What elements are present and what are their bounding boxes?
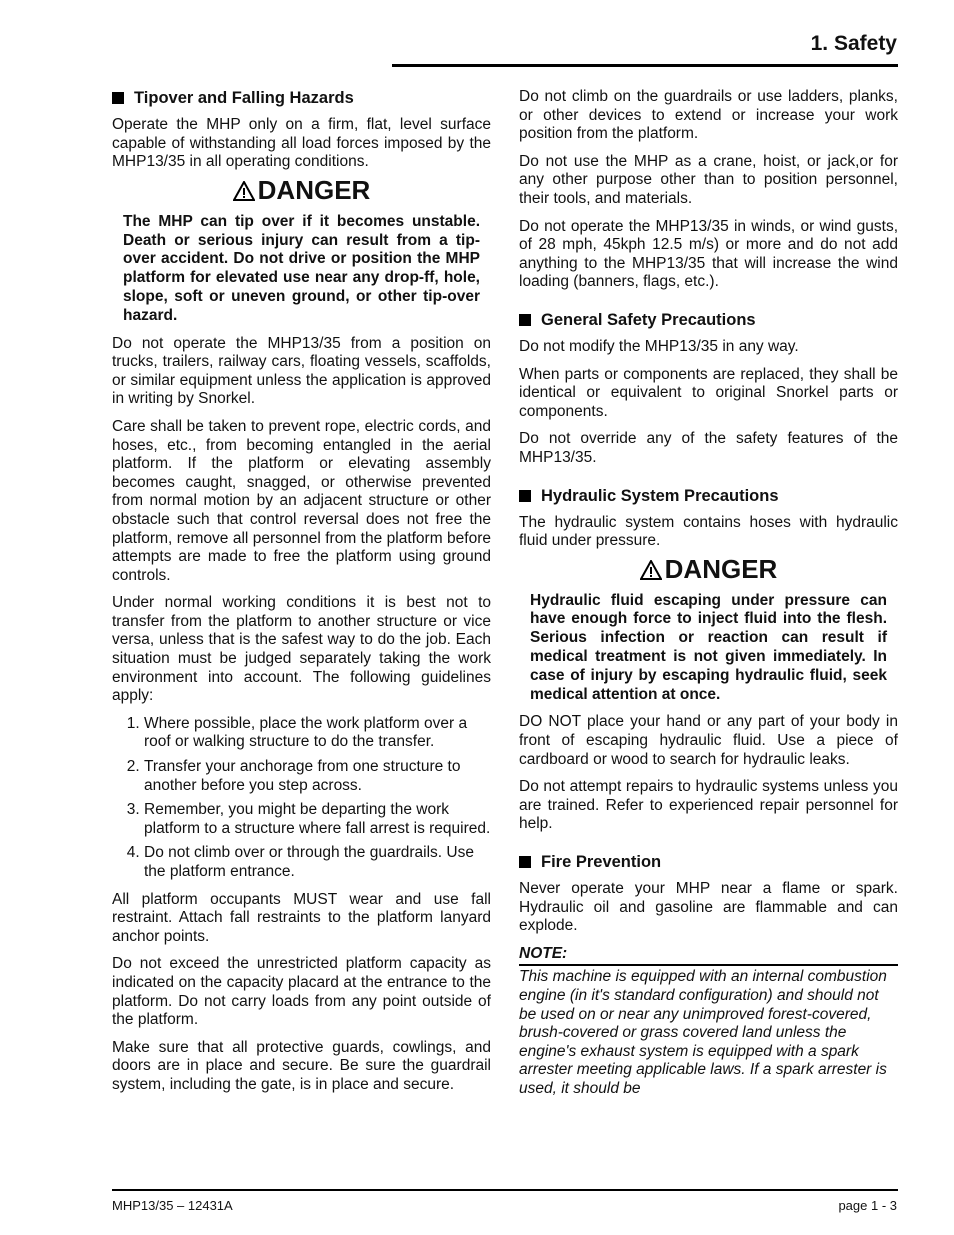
paragraph: Never operate your MHP near a flame or spark. Hydraulic oil and gasoline are flammable and can explode. [519,880,898,935]
list-item: 2. Transfer your anchorage from one structure to another before you step across. [144,758,491,795]
warning-triangle-icon [233,181,255,201]
paragraph: Do not operate the MHP13/35 from a position on trucks, trailers, railway cars, floating vessels, scaffolds, or similar equipment unless the application is approved in writing by Snorkel. [112,334,491,408]
paragraph: Do not attempt repairs to hydraulic systems unless you are trained. Refer to experienced repair personnel for help. [519,778,898,833]
right-column [519,88,898,1099]
transfer-guidelines-list [112,715,491,882]
paragraph: The hydraulic system contains hoses with hydraulic fluid under pressure. [519,513,898,550]
section-heading-fire: Fire Prevention [519,852,898,872]
paragraph: Make sure that all protective guards, cowlings, and doors are in place and secure. Be sure the guardrail system, including the gate, is in place and secure. [112,1038,491,1093]
square-bullet-icon [519,856,531,868]
paragraph: Do not modify the MHP13/35 in any way. [519,337,799,355]
danger-banner: DANGER [519,560,898,580]
paragraph: Do not exceed the unrestricted platform capacity as indicated on the capacity placard at the entrance to the platform. Do not carry loads from any point outside of the platform. [112,955,491,1029]
paragraph: All platform occupants MUST wear and use fall restraint. Attach fall restraints to the platform lanyard anchor points. [112,890,491,945]
left-column [112,88,491,1104]
section-heading-hydraulic: Hydraulic System Precautions [519,486,898,506]
danger-text: The MHP can tip over if it becomes unstable. Death or serious injury can result from a tip-over accident. Do not drive or position the MHP platform for elevated use near any drop-ff, hole, slope, soft or uneven ground, or other tip-over hazard. [123,212,480,324]
paragraph: Do not operate the MHP13/35 in winds, or wind gusts, of 28 mph, 45kph 12.5 m/s) or more and do not add anything to the MHP13/35 that will increase the wind loading (banners, flags, etc.). [519,217,898,291]
square-bullet-icon [112,92,124,104]
list-item: 1. Where possible, place the work platform over a roof or walking structure to do the transfer. [144,715,491,752]
warning-triangle-icon [640,560,662,580]
paragraph: Do not climb on the guardrails or use ladders, planks, or other devices to extend or increase your work position from the platform. [519,88,898,143]
danger-banner: DANGER [112,181,491,201]
paragraph: Operate the MHP only on a firm, flat, level surface capable of withstanding all load forces imposed by the MHP13/35 in all operating conditions. [112,116,491,171]
section-heading-tipover: Tipover and Falling Hazards [112,88,491,108]
page-section-title: 1. Safety [810,32,897,55]
square-bullet-icon [519,490,531,502]
footer-rule [112,1189,898,1191]
square-bullet-icon [519,314,531,326]
danger-text: Hydraulic fluid escaping under pressure can have enough force to inject fluid into the flesh. Serious infection or reaction can result if medical treatment is not given immediately. In case of injury by escaping hydraulic fluid, seek medical attention at once. [530,591,887,703]
note-text: This machine is equipped with an internal combustion engine (in it's standard configuration) and should not be used on or near any unimproved forest-covered, brush-covered or grass covered land unless the engine's exhaust system is equipped with a spark arrester meeting applicable laws. If a spark arrester is used, it should be [519,968,887,1097]
note-label: NOTE: [519,945,898,967]
header-rule [392,64,898,67]
paragraph: Under normal working conditions it is best not to transfer from the platform to another structure or vice versa, unless that is the safest way to do the job. Each situation must be judged separately taking the work environment into account. The following guidelines apply: [112,594,491,705]
page-number: page 1 - 3 [838,1198,897,1213]
list-item: 4. Do not climb over or through the guardrails. Use the platform entrance. [144,844,491,881]
paragraph: DO NOT place your hand or any part of your body in front of escaping hydraulic fluid. Use a piece of cardboard or wood to search for hydraulic leaks. [519,713,898,768]
section-heading-general-safety: General Safety Precautions [519,310,898,330]
paragraph: Do not override any of the safety features of the MHP13/35. [519,430,898,466]
list-item: 3. Remember, you might be departing the work platform to a structure where fall arrest is required. [144,801,491,838]
paragraph: Care shall be taken to prevent rope, electric cords, and hoses, etc., from becoming entangled in the aerial platform. If the platform or elevating assembly becomes caught, snagged, or otherwise prevented from normal motion by an adjacent structure or other obstacle such that control reversal does not free the platform, remove all personnel from the platform before attempts are made to free the platform using ground controls. [112,417,491,584]
document-id: MHP13/35 – 12431A [112,1198,233,1213]
paragraph: When parts or components are replaced, they shall be identical or equivalent to original Snorkel parts or components. [519,365,898,420]
paragraph: Do not use the MHP as a crane, hoist, or jack,or for any other purpose other than to position personnel, their tools, and materials. [519,152,898,207]
